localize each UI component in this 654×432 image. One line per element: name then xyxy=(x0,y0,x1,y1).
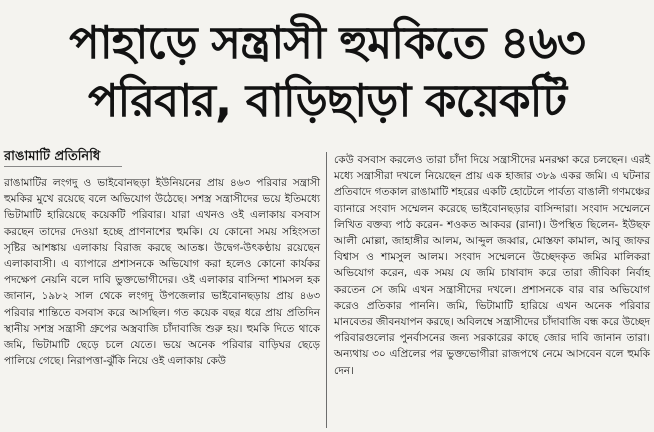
headline-line-2: পরিবার, বাড়িছাড়া কয়েকটি xyxy=(88,74,566,127)
column-divider xyxy=(326,152,327,428)
headline xyxy=(0,14,654,130)
byline: রাঙামাটি প্রতিনিধি xyxy=(4,148,122,167)
right-column xyxy=(334,152,650,379)
right-column-text: কেউ বসবাস করলেও তারা চাঁদা দিয়ে সন্ত্রাসীদের মনরক্ষা করে চলছেন। এরই মধ্যে সন্ত্রাসীরা দখলে নিয়েছেন প্রায় এক হাজার ৩৮৯ একর জমি। এ ঘটনার প্রতিবাদে গতকাল রাঙামাটি শহরের একটি হোটেলে পার্বত্য বাঙালী গণমঞ্চের ব্যানারে সংবাদ সম্মেলন করেছে ভাইবোনছড়ার বাসিন্দারা। সংবাদ সম্মেলনে লিখিত বক্তব্য পাঠ করেন- শওকত আকবর (রানা)। উপস্থিত ছিলেন- ইউছফ আলী মোল্লা, জাহাঙ্গীর আলম, আব্দুল জব্বার, মোস্তফা কামাল, আবু জাফর বিশ্বাস ও শামসুল আলম। সংবাদ সম্মেলনে উচ্ছেদকৃত জমির মালিকরা অভিযোগ করেন, এক সময় যে জমি চাষাবাদ করে তারা জীবিকা নির্বাহ করতেন সে জমি এখন সন্ত্রাসীদের দখলে। প্রশাসনকে বার বার অভিযোগ করেও প্রতিকার পাননি। জমি, ভিটামাটি হারিয়ে এখন অনেক পরিবার মানবেতর জীবনযাপন করছে। অবিলম্বে সন্ত্রাসীদের চাঁদাবাজি বন্ধ করে উচ্ছেদ পরিবারগুলোর পুনর্বাসনের জন্য সরকারের কাছে জোর দাবি জানান তারা। অন্যথায় ৩০ এপ্রিলের পর ভুক্তভোগীরা রাজপথে নেমে আসবেন বলে হুমকি দেন। xyxy=(334,154,650,377)
left-column-text: রাঙামাটির লংগদু ও ভাইবোনছড়া ইউনিয়নের প্রায় ৪৬৩ পরিবার সন্ত্রাসী হুমকির মুখে রয়েছে বলে অভিযোগ উঠেছে। সশস্ত্র সন্ত্রাসীদের ভয়ে ইতিমধ্যে ভিটামাটি হারিয়েছে কয়েকটি পরিবার। যারা এখনও ওই এলাকায় বসবাস করছেন তাদের দেওয়া হচ্ছে প্রাণনাশের হুমকি। যে কোনো সময় সহিংসতা সৃষ্টির আশঙ্কায় এলাকায় বিরাজ করছে আতঙ্ক। উদ্বেগ-উৎকণ্ঠায় রয়েছেন এলাকাবাসী। এ ব্যাপারে প্রশাসনকে অভিযোগ করা হলেও কোনো কার্যকর পদক্ষেপ নেয়নি বলে দাবি ভুক্তভোগীদের। ওই এলাকার বাসিন্দা শামসল হক জানান, ১৯৮২ সাল থেকে লংগদু উপজেলার ভাইবোনছড়ায় প্রায় ৪৬৩ পরিবার শান্তিতে বসবাস করে আসছিল। গত কয়েক বছর ধরে প্রায় প্রতিদিন স্থানীয় সশস্ত্র সন্ত্রাসী গ্রুপের অস্ত্রবাজি চাঁদাবাজি শুরু হয়। হুমকি দিতে থাকে জমি, ভিটামাটি ছেড়ে চলে যেতে। ভয়ে অনেক পরিবার বাড়িঘর ছেড়ে পালিয়ে গেছে। নিরাপত্তা-ঝুঁকি নিয়ে ওই এলাকায় কেউ xyxy=(4,177,320,368)
left-column xyxy=(4,148,320,369)
article-body xyxy=(0,148,654,432)
headline-line-1: পাহাড়ে সন্ত্রাসী হুমকিতে ৪৬৩ xyxy=(69,16,585,69)
